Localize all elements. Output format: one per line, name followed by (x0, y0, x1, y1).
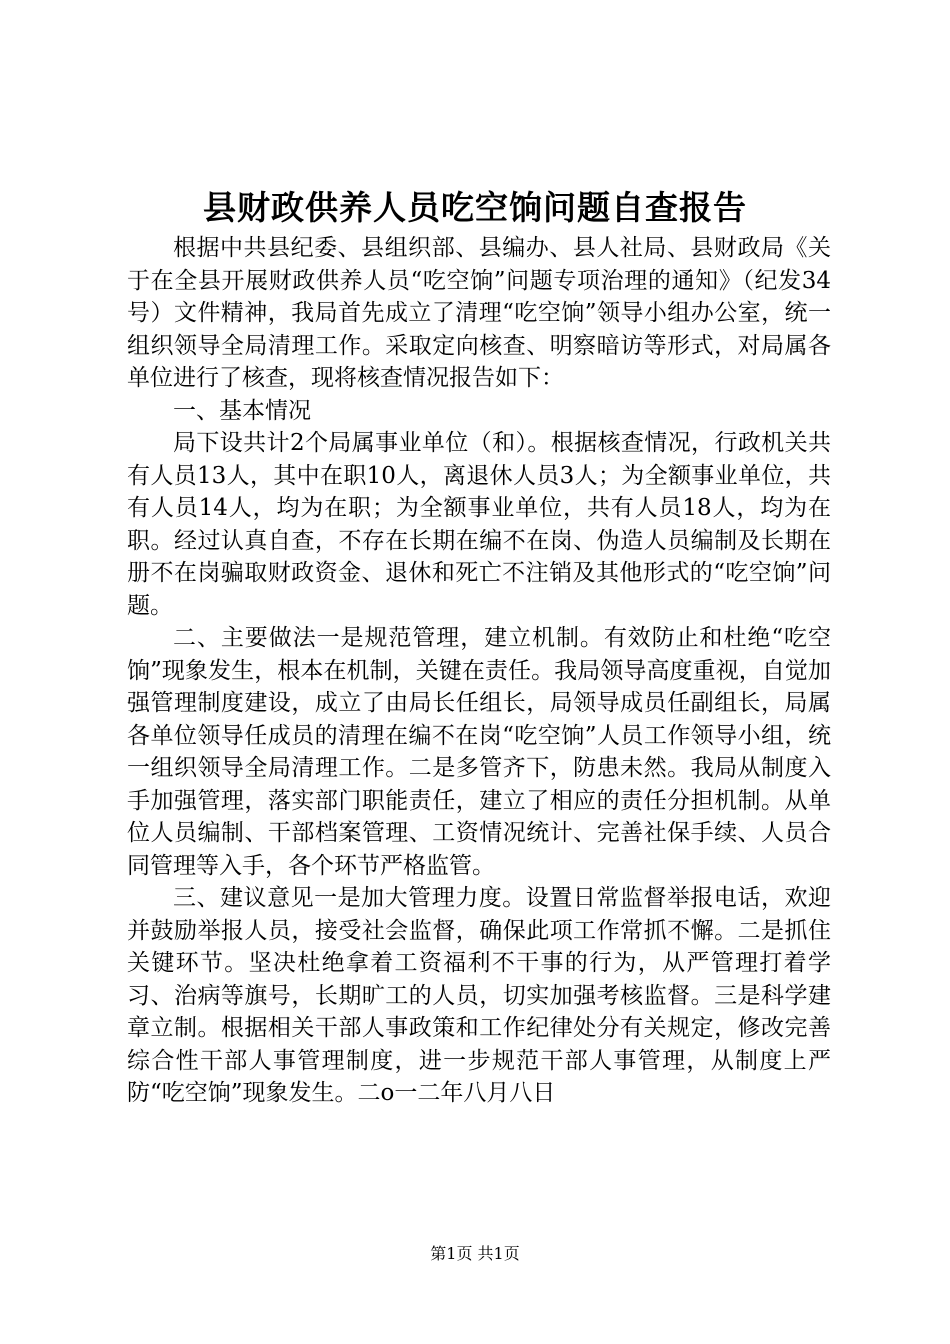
document-title: 县财政供养人员吃空饷问题自查报告 (203, 188, 747, 227)
paragraph-suggestions: 三、建议意见一是加大管理力度。设置日常监督举报电话，欢迎并鼓励举报人员，接受社会监督，确保此项工作常抓不懈。二是抓住关键环节。坚决杜绝拿着工资福利不干事的行为，从严管理打着学习、治病等旗号，长期旷工的人员，切实加强考核监督。三是科学建章立制。根据相关干部人事政策和工作纪律处分有关规定，修改完善综合性干部人事管理制度，进一步规范干部人事管理，从制度上严防“吃空饷”现象发生。二o一二年八月八日 (127, 885, 831, 1106)
paragraph-intro: 根据中共县纪委、县组织部、县编办、县人社局、县财政局《关于在全县开展财政供养人员“吃空饷”问题专项治理的通知》（纪发34号）文件精神，我局首先成立了清理“吃空饷”领导小组办公室，统一组织领导全局清理工作。采取定向核查、明察暗访等形式，对局属各单位进行了核查，现将核查情况报告如下： (127, 235, 831, 391)
paragraph-basic-situation: 局下设共计2个局属事业单位（和）。根据核查情况，行政机关共有人员13人，其中在职10人，离退休人员3人；为全额事业单位，共有人员14人，均为在职；为全额事业单位，共有人员18人，均为在职。经过认真自查，不存在长期在编不在岗、伪造人员编制及长期在册不在岗骗取财政资金、退休和死亡不注销及其他形式的“吃空饷”问题。 (127, 430, 831, 619)
section-heading-basic-situation: 一、基本情况 (173, 397, 311, 424)
document-body (127, 232, 831, 1110)
paragraph-main-practices: 二、主要做法一是规范管理，建立机制。有效防止和杜绝“吃空饷”现象发生，根本在机制，关键在责任。我局领导高度重视，自觉加强管理制度建设，成立了由局长任组长，局领导成员任副组长，局属各单位领导任成员的清理在编不在岗“吃空饷”人员工作领导小组，统一组织领导全局清理工作。二是多管齐下，防患未然。我局从制度入手加强管理，落实部门职能责任，建立了相应的责任分担机制。从单位人员编制、干部档案管理、工资情况统计、完善社保手续、人员合同管理等入手，各个环节严格监管。 (127, 625, 831, 879)
page-footer: 第1页 共1页 (430, 1244, 520, 1263)
